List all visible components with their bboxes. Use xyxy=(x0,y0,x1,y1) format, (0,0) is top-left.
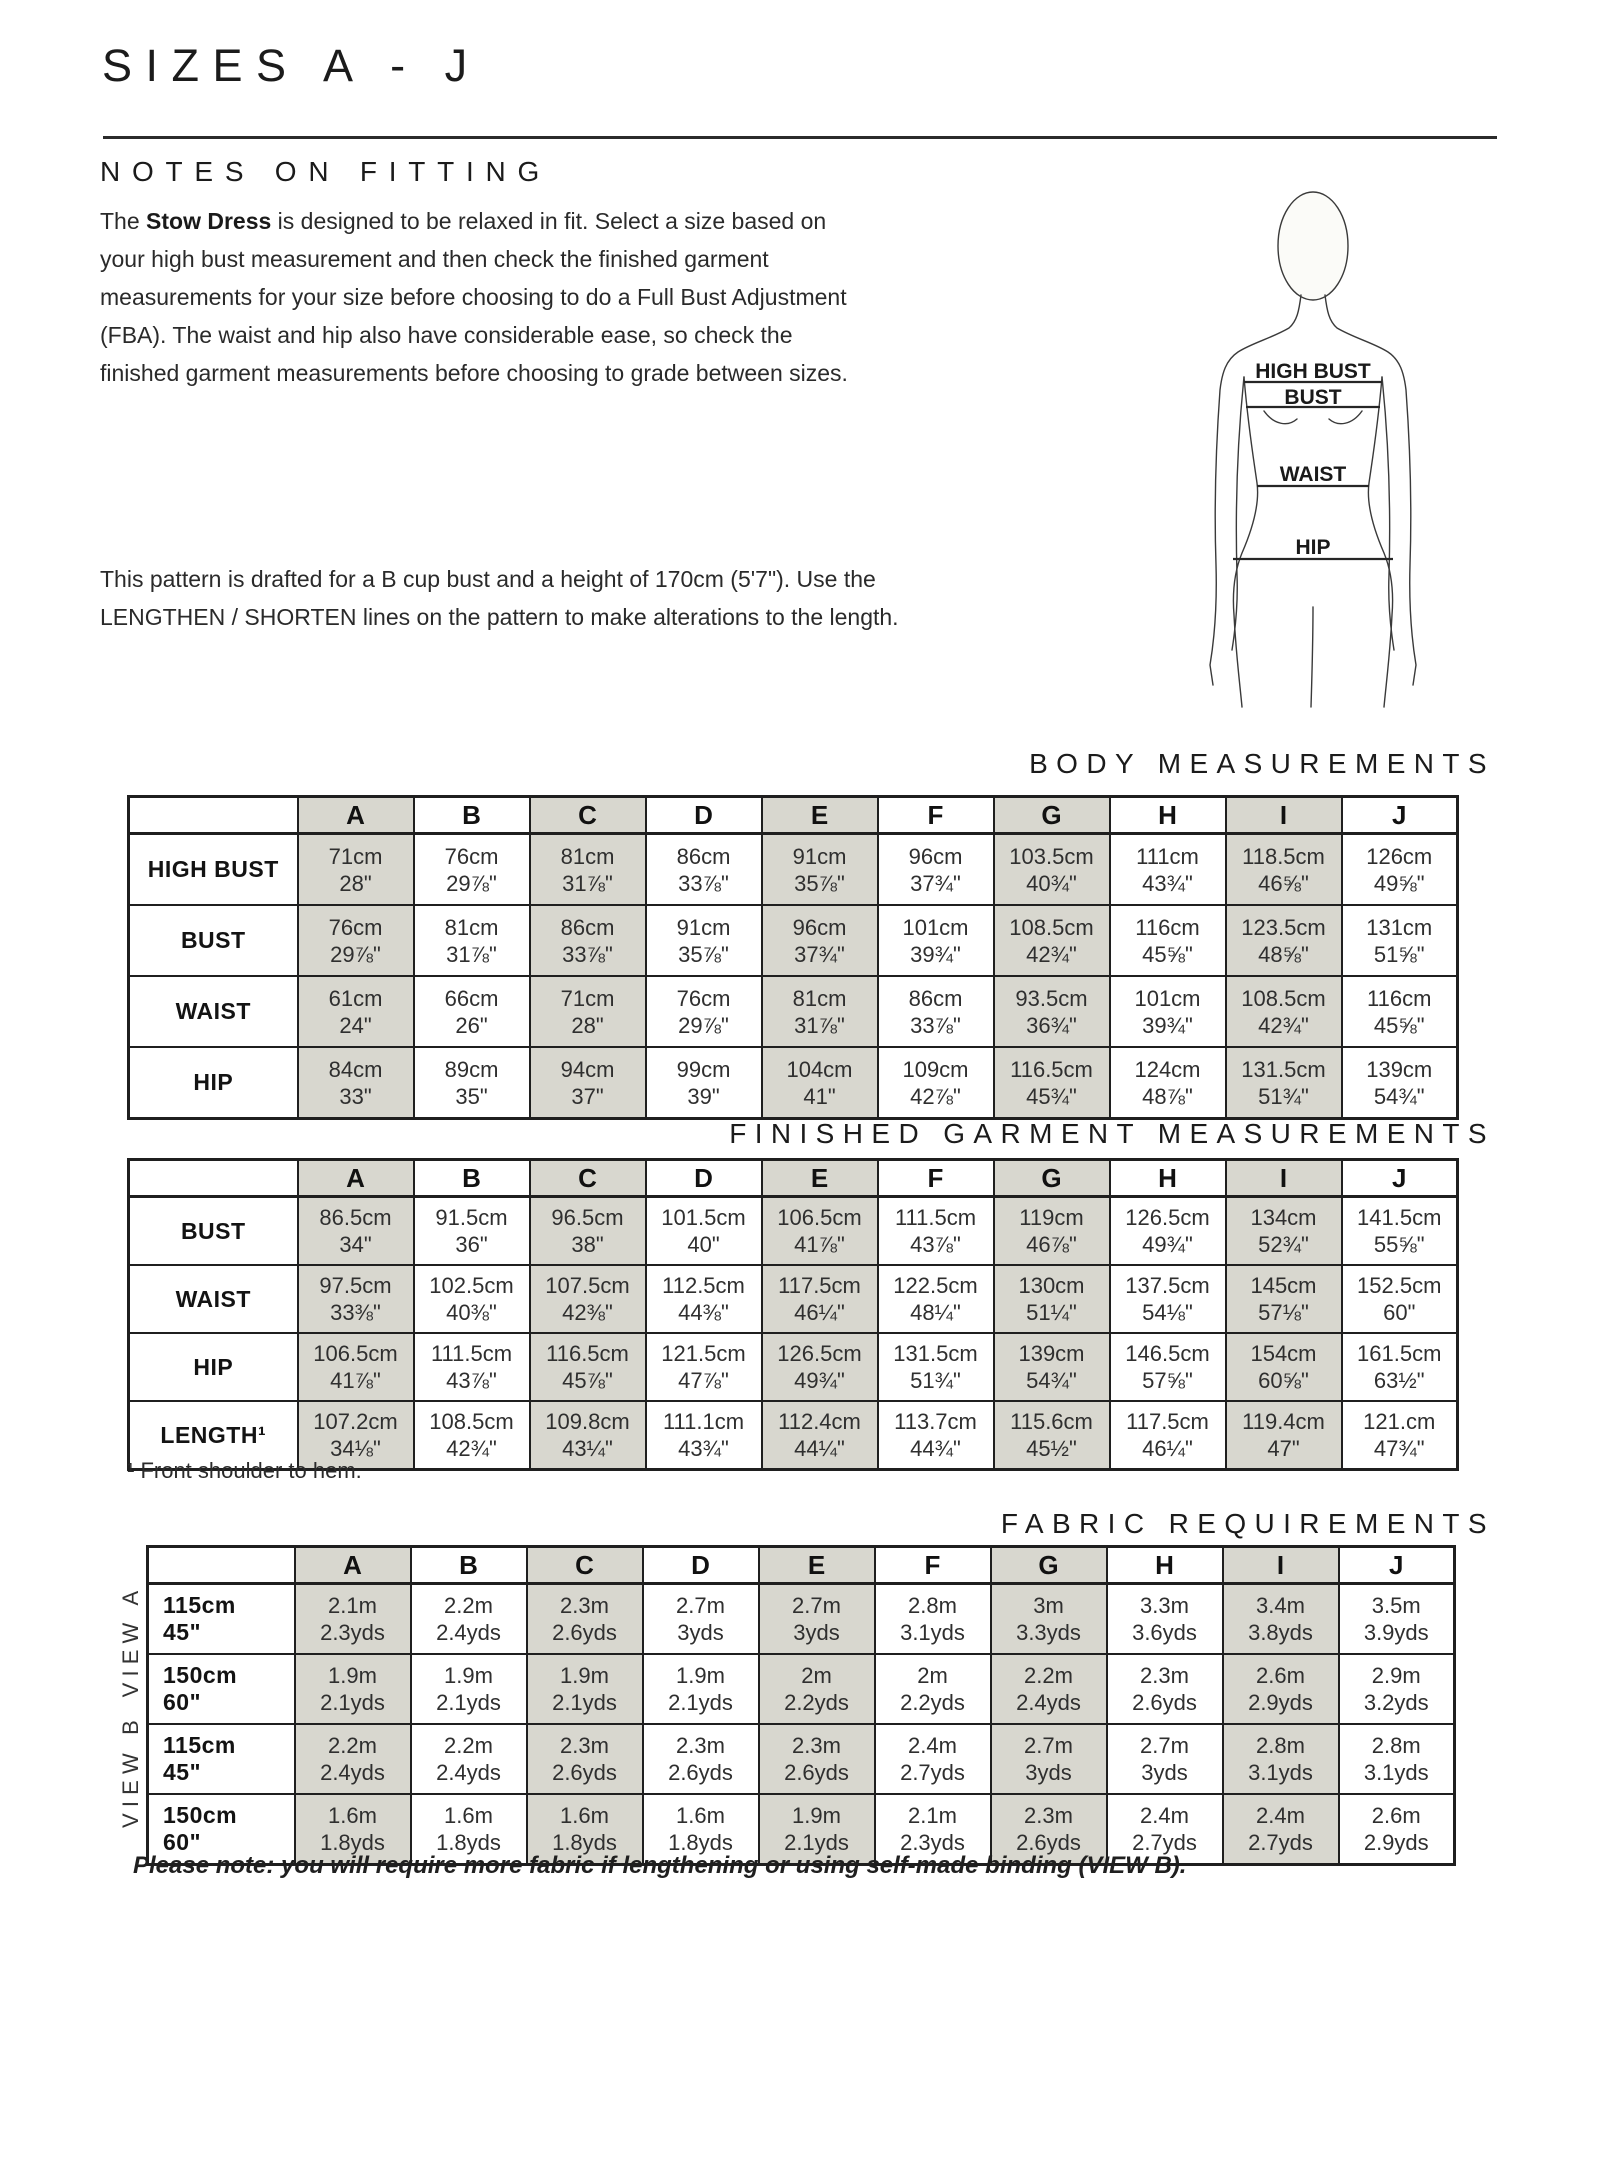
size-column-header-I: I xyxy=(1223,1547,1339,1584)
measurement-cell: 2m 2.2yds xyxy=(759,1654,875,1724)
measurement-cell: 111.5cm 43⅞" xyxy=(878,1197,994,1266)
size-column-header-J: J xyxy=(1339,1547,1455,1584)
measurement-cell: 101cm 39¾" xyxy=(1110,976,1226,1047)
measurement-cell: 2.3m 2.6yds xyxy=(991,1794,1107,1865)
table-row xyxy=(129,905,1458,976)
measurement-cell: 139cm 54¾" xyxy=(1342,1047,1458,1119)
size-column-header-G: G xyxy=(994,797,1110,834)
size-column-header-C: C xyxy=(527,1547,643,1584)
measurement-cell: 152.5cm 60" xyxy=(1342,1265,1458,1333)
measurement-cell: 71cm 28" xyxy=(530,976,646,1047)
measurement-cell: 113.7cm 44¾" xyxy=(878,1401,994,1470)
measurement-cell: 76cm 29⅞" xyxy=(646,976,762,1047)
size-column-header-D: D xyxy=(646,797,762,834)
measurement-cell: 86.5cm 34" xyxy=(298,1197,414,1266)
measurement-cell: 91cm 35⅞" xyxy=(646,905,762,976)
figure-bust-curves xyxy=(1264,411,1362,424)
size-column-header-D: D xyxy=(646,1160,762,1197)
measurement-cell: 93.5cm 36¾" xyxy=(994,976,1110,1047)
measurement-cell: 1.9m 2.1yds xyxy=(295,1654,411,1724)
measurement-cell: 116.5cm 45¾" xyxy=(994,1047,1110,1119)
fabric-note: Please note: you will require more fabric if lengthening or using self-made binding (VIEW B). xyxy=(133,1852,1187,1879)
row-label: 150cm 60" xyxy=(148,1794,295,1865)
row-label: 115cm 45" xyxy=(148,1724,295,1794)
measurement-cell: 96cm 37¾" xyxy=(878,834,994,906)
table-row xyxy=(129,834,1458,906)
measurement-cell: 66cm 26" xyxy=(414,976,530,1047)
bust-label: BUST xyxy=(1284,386,1342,409)
row-label: 150cm 60" xyxy=(148,1654,295,1724)
row-label: BUST xyxy=(129,1197,298,1266)
table-row xyxy=(148,1584,1455,1655)
measurement-cell: 2.2m 2.4yds xyxy=(991,1654,1107,1724)
size-column-header-G: G xyxy=(994,1160,1110,1197)
measurement-cell: 2.4m 2.7yds xyxy=(1107,1794,1223,1865)
size-column-header-B: B xyxy=(414,797,530,834)
row-label: WAIST xyxy=(129,1265,298,1333)
measurement-cell: 103.5cm 40¾" xyxy=(994,834,1110,906)
measurement-cell: 86cm 33⅞" xyxy=(530,905,646,976)
row-label: LENGTH¹ xyxy=(129,1401,298,1470)
measurement-cell: 2.7m 3yds xyxy=(643,1584,759,1655)
measurement-cell: 2.2m 2.4yds xyxy=(411,1584,527,1655)
measurement-cell: 131.5cm 51¾" xyxy=(878,1333,994,1401)
size-column-header-I: I xyxy=(1226,797,1342,834)
measurement-cell: 86cm 33⅞" xyxy=(646,834,762,906)
measurement-cell: 96cm 37¾" xyxy=(762,905,878,976)
size-column-header-F: F xyxy=(875,1547,991,1584)
measurement-cell: 2.7m 3yds xyxy=(991,1724,1107,1794)
measurement-cell: 84cm 33" xyxy=(298,1047,414,1119)
measurement-cell: 2.2m 2.4yds xyxy=(295,1724,411,1794)
measurement-cell: 145cm 57⅛" xyxy=(1226,1265,1342,1333)
size-column-header-E: E xyxy=(759,1547,875,1584)
table-row xyxy=(129,976,1458,1047)
measurement-cell: 111.1cm 43¾" xyxy=(646,1401,762,1470)
measurement-cell: 97.5cm 33⅜" xyxy=(298,1265,414,1333)
measurement-cell: 2.3m 2.6yds xyxy=(527,1724,643,1794)
measurement-cell: 86cm 33⅞" xyxy=(878,976,994,1047)
measurement-cell: 96.5cm 38" xyxy=(530,1197,646,1266)
size-column-header-H: H xyxy=(1110,797,1226,834)
waist-label: WAIST xyxy=(1279,463,1347,486)
row-label: HIGH BUST xyxy=(129,834,298,906)
measurement-cell: 119.4cm 47" xyxy=(1226,1401,1342,1470)
measurement-cell: 116cm 45⅝" xyxy=(1342,976,1458,1047)
fitting-paragraph-1 xyxy=(100,202,875,392)
size-column-header-A: A xyxy=(295,1547,411,1584)
size-column-header-E: E xyxy=(762,797,878,834)
measurement-cell: 112.5cm 44⅜" xyxy=(646,1265,762,1333)
finished-garment-measurements-title: FINISHED GARMENT MEASUREMENTS xyxy=(729,1118,1495,1149)
measurement-cell: 139cm 54¾" xyxy=(994,1333,1110,1401)
size-column-header-E: E xyxy=(762,1160,878,1197)
measurement-cell: 115.6cm 45½" xyxy=(994,1401,1110,1470)
measurement-cell: 2.4m 2.7yds xyxy=(875,1724,991,1794)
measurement-cell: 108.5cm 42¾" xyxy=(994,905,1110,976)
size-column-header-J: J xyxy=(1342,1160,1458,1197)
measurement-cell: 76cm 29⅞" xyxy=(414,834,530,906)
measurement-cell: 107.5cm 42⅜" xyxy=(530,1265,646,1333)
measurement-cell: 117.5cm 46¼" xyxy=(1110,1401,1226,1470)
fabric-requirements-table xyxy=(146,1545,1456,1866)
measurement-cell: 3.5m 3.9yds xyxy=(1339,1584,1455,1655)
measurement-cell: 116.5cm 45⅞" xyxy=(530,1333,646,1401)
measurement-cell: 124cm 48⅞" xyxy=(1110,1047,1226,1119)
measurement-cell: 122.5cm 48¼" xyxy=(878,1265,994,1333)
measurement-cell: 101.5cm 40" xyxy=(646,1197,762,1266)
measurement-cell: 126.5cm 49¾" xyxy=(762,1333,878,1401)
table-corner-cell xyxy=(129,797,298,834)
size-column-header-C: C xyxy=(530,797,646,834)
measurement-cell: 2.7m 3yds xyxy=(1107,1724,1223,1794)
row-label: BUST xyxy=(129,905,298,976)
hip-label: HIP xyxy=(1295,536,1331,559)
pattern-name: Stow Dress xyxy=(146,208,272,234)
table-corner-cell xyxy=(148,1547,295,1584)
fabric-requirements-table-mount xyxy=(146,1545,1456,1866)
measurement-cell: 81cm 31⅞" xyxy=(530,834,646,906)
measurement-cell: 161.5cm 63½" xyxy=(1342,1333,1458,1401)
measurement-cell: 1.9m 2.1yds xyxy=(759,1794,875,1865)
row-label: HIP xyxy=(129,1047,298,1119)
measurement-cell: 76cm 29⅞" xyxy=(298,905,414,976)
size-column-header-B: B xyxy=(411,1547,527,1584)
size-column-header-D: D xyxy=(643,1547,759,1584)
measurement-cell: 112.4cm 44¼" xyxy=(762,1401,878,1470)
measurement-cell: 1.6m 1.8yds xyxy=(411,1794,527,1865)
measurement-cell: 123.5cm 48⅝" xyxy=(1226,905,1342,976)
measurement-cell: 2.8m 3.1yds xyxy=(1339,1724,1455,1794)
size-column-header-I: I xyxy=(1226,1160,1342,1197)
measurement-cell: 126cm 49⅝" xyxy=(1342,834,1458,906)
size-column-header-J: J xyxy=(1342,797,1458,834)
measurement-cell: 1.6m 1.8yds xyxy=(643,1794,759,1865)
size-column-header-F: F xyxy=(878,797,994,834)
measurement-cell: 1.6m 1.8yds xyxy=(295,1794,411,1865)
table-row xyxy=(129,1047,1458,1119)
table-row xyxy=(129,1265,1458,1333)
measurement-cell: 102.5cm 40⅜" xyxy=(414,1265,530,1333)
measurement-cell: 2.3m 2.6yds xyxy=(527,1584,643,1655)
measurement-cell: 121.cm 47¾" xyxy=(1342,1401,1458,1470)
row-label: 115cm 45" xyxy=(148,1584,295,1655)
measurement-cell: 106.5cm 41⅞" xyxy=(762,1197,878,1266)
measurement-cell: 1.9m 2.1yds xyxy=(527,1654,643,1724)
measurement-cell: 91.5cm 36" xyxy=(414,1197,530,1266)
measurement-cell: 109cm 42⅞" xyxy=(878,1047,994,1119)
measurement-cell: 134cm 52¾" xyxy=(1226,1197,1342,1266)
measurement-cell: 1.6m 1.8yds xyxy=(527,1794,643,1865)
measurement-cell: 119cm 46⅞" xyxy=(994,1197,1110,1266)
measurement-cell: 131cm 51⅝" xyxy=(1342,905,1458,976)
figure-head xyxy=(1278,192,1348,300)
size-column-header-H: H xyxy=(1110,1160,1226,1197)
figure-right-arm-outline xyxy=(1325,295,1416,685)
body-measurements-title: BODY MEASUREMENTS xyxy=(1029,748,1495,779)
measurement-cell: 130cm 51¼" xyxy=(994,1265,1110,1333)
measurement-cell: 106.5cm 41⅞" xyxy=(298,1333,414,1401)
size-column-header-F: F xyxy=(878,1160,994,1197)
measurement-cell: 2m 2.2yds xyxy=(875,1654,991,1724)
measurement-cell: 116cm 45⅝" xyxy=(1110,905,1226,976)
measurement-cell: 141.5cm 55⅝" xyxy=(1342,1197,1458,1266)
measurement-cell: 2.8m 3.1yds xyxy=(875,1584,991,1655)
measurement-cell: 1.9m 2.1yds xyxy=(643,1654,759,1724)
measurement-cell: 146.5cm 57⅝" xyxy=(1110,1333,1226,1401)
measurement-cell: 2.1m 2.3yds xyxy=(295,1584,411,1655)
measurement-cell: 126.5cm 49¾" xyxy=(1110,1197,1226,1266)
row-label: HIP xyxy=(129,1333,298,1401)
body-measurements-table-mount xyxy=(127,795,1459,1120)
measurement-cell: 121.5cm 47⅞" xyxy=(646,1333,762,1401)
measurement-cell: 108.5cm 42¾" xyxy=(414,1401,530,1470)
measurement-cell: 2.6m 2.9yds xyxy=(1223,1654,1339,1724)
measurement-cell: 2.7m 3yds xyxy=(759,1584,875,1655)
measurement-cell: 118.5cm 46⅝" xyxy=(1226,834,1342,906)
para1-rest: is designed to be relaxed in fit. Select a size based on your high bust measurement and then check the finished garment measurements for your size before choosing to do a Full Bust Adjustment (FBA). The waist and hip also have considerable ease, so check the finished garment measurements before choosing to grade between sizes. xyxy=(100,208,848,386)
measurement-cell: 2.1m 2.3yds xyxy=(875,1794,991,1865)
finished-garment-measurements-table xyxy=(127,1158,1459,1471)
measurement-cell: 107.2cm 34⅛" xyxy=(298,1401,414,1470)
row-label: WAIST xyxy=(129,976,298,1047)
measurement-cell: 117.5cm 46¼" xyxy=(762,1265,878,1333)
size-column-header-A: A xyxy=(298,1160,414,1197)
para1-prefix: The xyxy=(100,208,147,234)
measurement-cell: 154cm 60⅝" xyxy=(1226,1333,1342,1401)
size-column-header-B: B xyxy=(414,1160,530,1197)
measurement-cell: 2.3m 2.6yds xyxy=(643,1724,759,1794)
view-a-vertical-label: VIEW A xyxy=(118,1584,143,1698)
measurement-cell: 81cm 31⅞" xyxy=(414,905,530,976)
title-divider xyxy=(103,136,1497,139)
figure-left-arm-outline xyxy=(1210,295,1301,685)
measurement-cell: 2.9m 3.2yds xyxy=(1339,1654,1455,1724)
body-measurements-table xyxy=(127,795,1459,1120)
measurement-cell: 101cm 39¾" xyxy=(878,905,994,976)
measurement-cell: 3.4m 3.8yds xyxy=(1223,1584,1339,1655)
measurement-cell: 3m 3.3yds xyxy=(991,1584,1107,1655)
croquis-figure-illustration xyxy=(1180,145,1470,710)
measurement-cell: 61cm 24" xyxy=(298,976,414,1047)
measurement-cell: 2.4m 2.7yds xyxy=(1223,1794,1339,1865)
size-column-header-C: C xyxy=(530,1160,646,1197)
view-b-vertical-label: VIEW B xyxy=(118,1714,143,1828)
table-row xyxy=(129,1333,1458,1401)
measurement-cell: 108.5cm 42¾" xyxy=(1226,976,1342,1047)
size-column-header-G: G xyxy=(991,1547,1107,1584)
figure-inner-leg-line xyxy=(1311,607,1313,707)
measurement-cell: 3.3m 3.6yds xyxy=(1107,1584,1223,1655)
measurement-cell: 109.8cm 43¼" xyxy=(530,1401,646,1470)
measurement-cell: 2.8m 3.1yds xyxy=(1223,1724,1339,1794)
measurement-cell: 131.5cm 51¾" xyxy=(1226,1047,1342,1119)
page-title: SIZES A - J xyxy=(102,40,481,91)
high-bust-label: HIGH BUST xyxy=(1255,360,1371,383)
measurement-cell: 2.6m 2.9yds xyxy=(1339,1794,1455,1865)
measurement-cell: 104cm 41" xyxy=(762,1047,878,1119)
measurement-cell: 111cm 43¾" xyxy=(1110,834,1226,906)
notes-on-fitting-heading: NOTES ON FITTING xyxy=(100,156,552,187)
body-measurement-figure xyxy=(1180,145,1470,710)
measurement-cell: 81cm 31⅞" xyxy=(762,976,878,1047)
measurement-cell: 99cm 39" xyxy=(646,1047,762,1119)
table-row xyxy=(148,1654,1455,1724)
measurement-cell: 2.2m 2.4yds xyxy=(411,1724,527,1794)
measurement-cell: 91cm 35⅞" xyxy=(762,834,878,906)
measurement-cell: 89cm 35" xyxy=(414,1047,530,1119)
size-column-header-H: H xyxy=(1107,1547,1223,1584)
size-column-header-A: A xyxy=(298,797,414,834)
fitting-paragraph-2: This pattern is drafted for a B cup bust and a height of 170cm (5'7"). Use the LENGTHEN / SHORTEN lines on the pattern to make alterations to the length. xyxy=(100,566,899,630)
table-row xyxy=(148,1724,1455,1794)
measurement-cell: 137.5cm 54⅛" xyxy=(1110,1265,1226,1333)
measurement-cell: 2.3m 2.6yds xyxy=(1107,1654,1223,1724)
finished-garment-table-mount xyxy=(127,1158,1459,1471)
measurement-cell: 111.5cm 43⅞" xyxy=(414,1333,530,1401)
measurement-cell: 71cm 28" xyxy=(298,834,414,906)
fabric-requirements-title: FABRIC REQUIREMENTS xyxy=(1000,1508,1495,1539)
length-footnote: ¹ Front shoulder to hem. xyxy=(127,1458,362,1483)
measurement-cell: 2.3m 2.6yds xyxy=(759,1724,875,1794)
measurement-cell: 1.9m 2.1yds xyxy=(411,1654,527,1724)
table-row xyxy=(129,1197,1458,1266)
measurement-cell: 94cm 37" xyxy=(530,1047,646,1119)
table-corner-cell xyxy=(129,1160,298,1197)
